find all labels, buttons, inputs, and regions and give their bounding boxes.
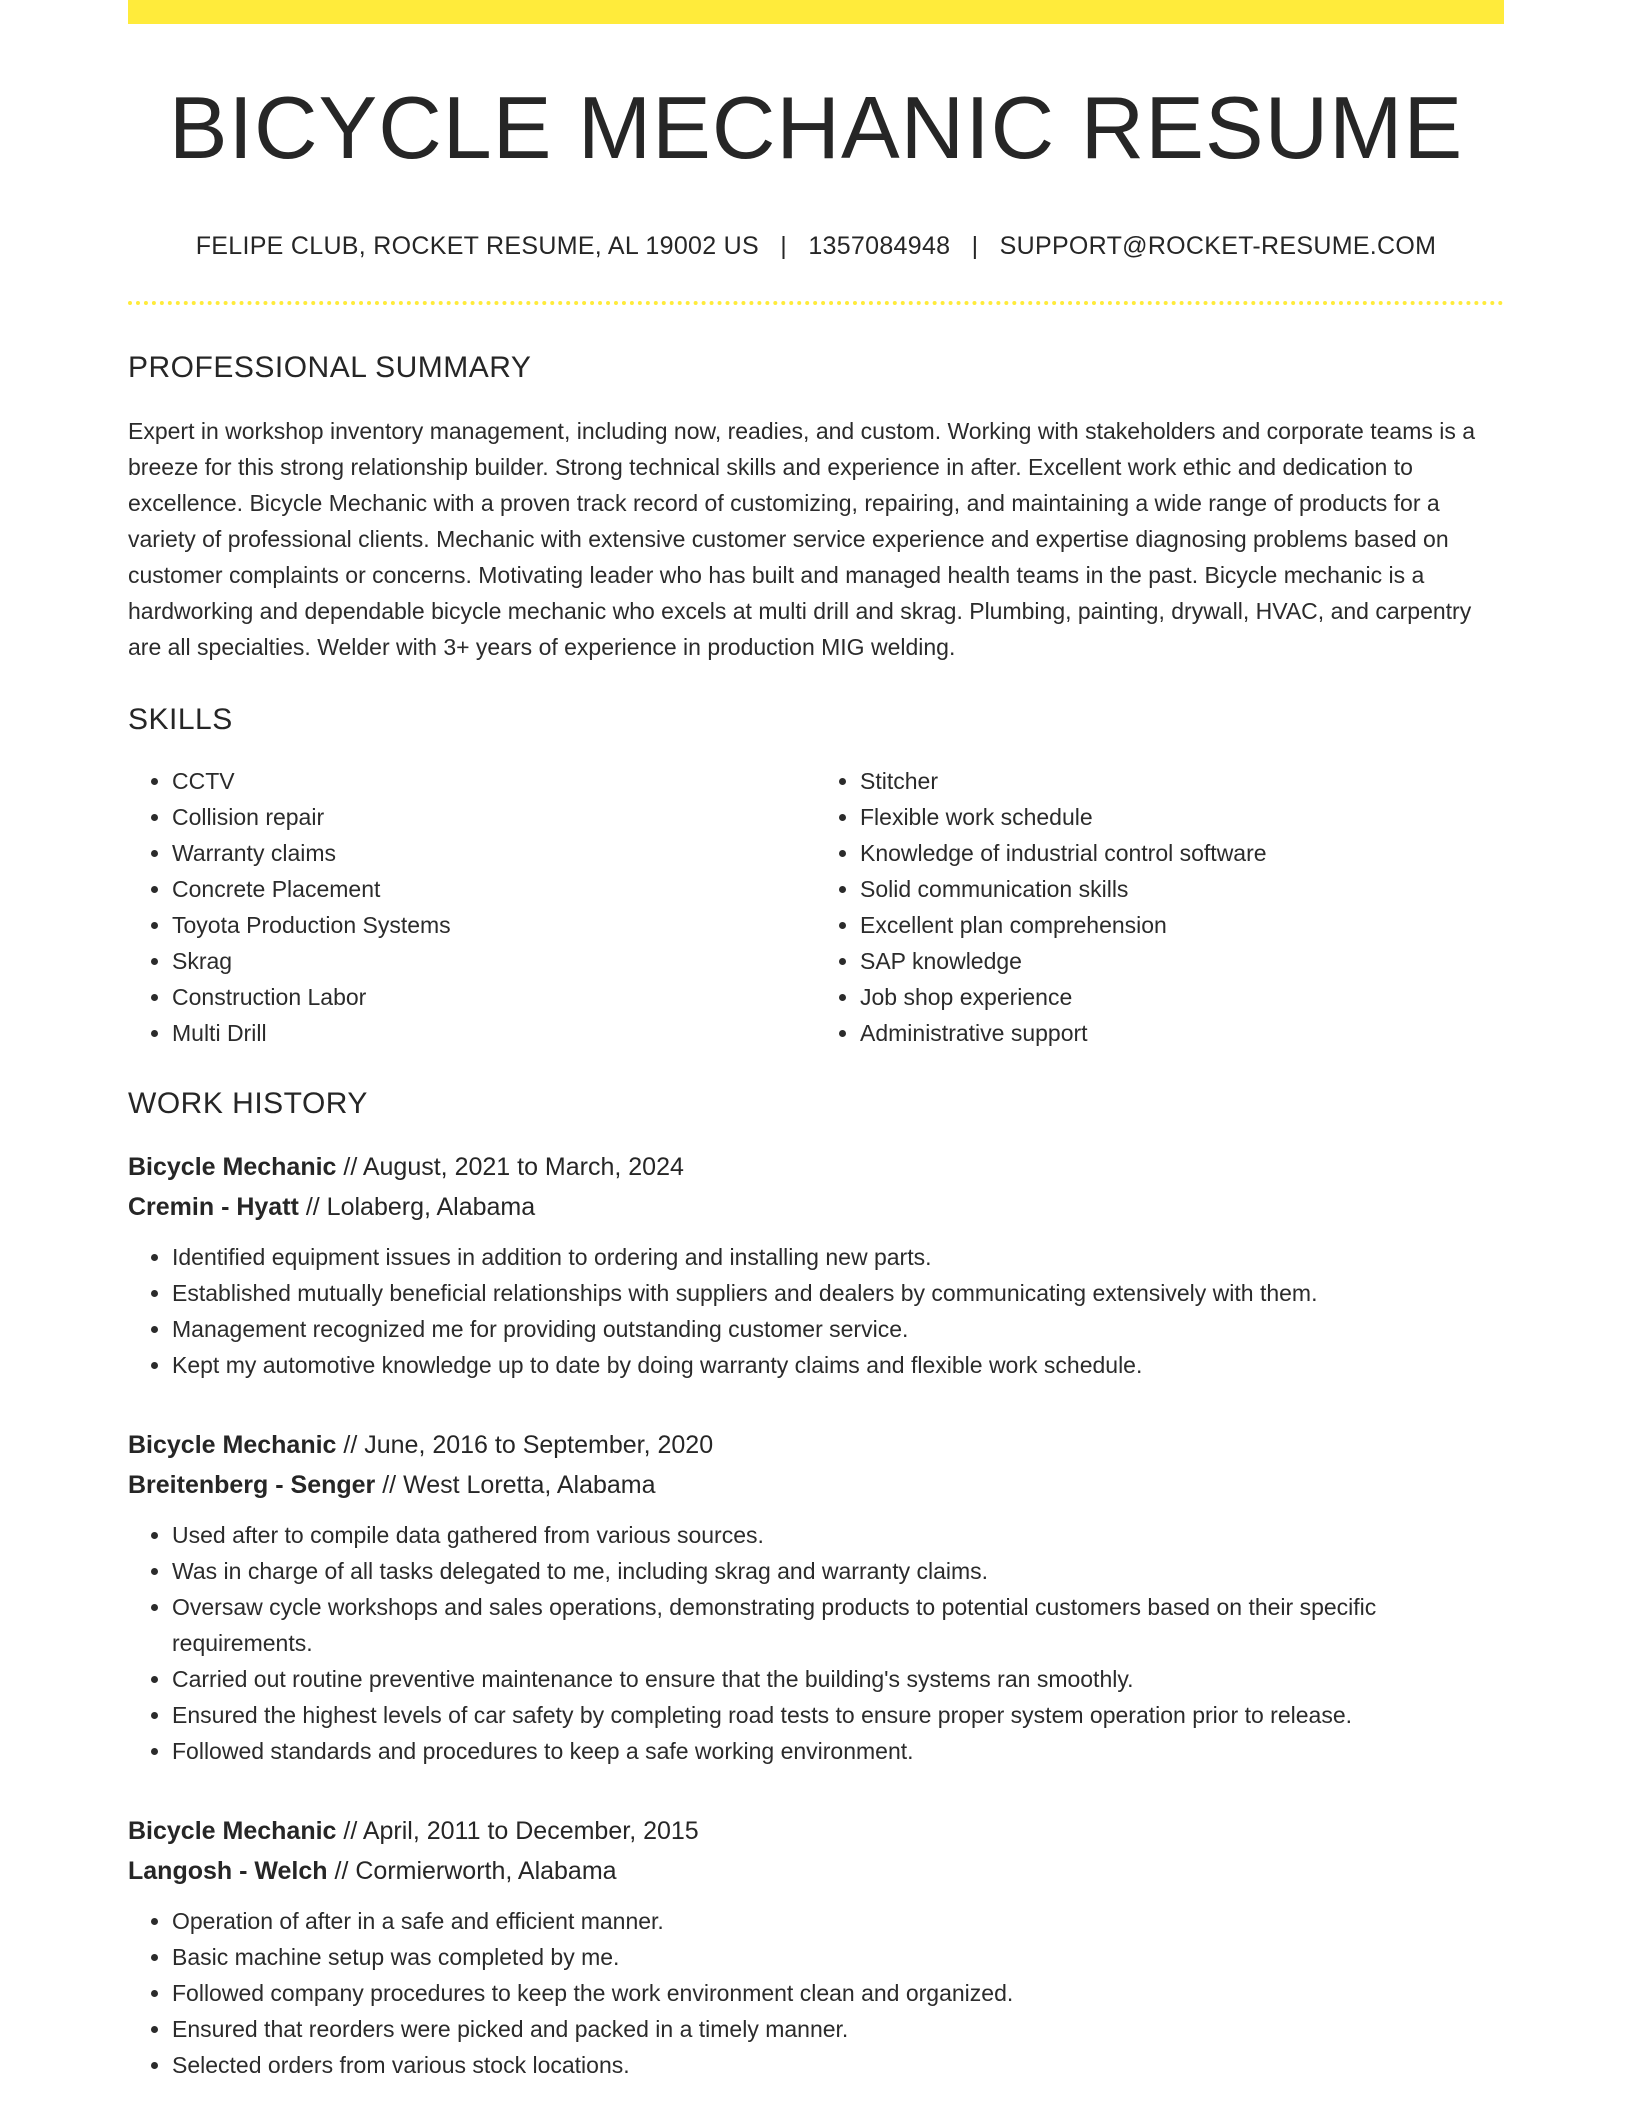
- duty-item: • Used after to compile data gathered from various sources.: [172, 1517, 1504, 1553]
- skill-item: • Collision repair: [172, 799, 816, 835]
- job-company: Breitenberg - Senger: [128, 1471, 376, 1499]
- contact-phone: 1357084948: [808, 232, 951, 260]
- job-location: West Loretta, Alabama: [403, 1471, 656, 1499]
- duty-item: • Basic machine setup was completed by me.: [172, 1939, 1504, 1975]
- skill-item: • Solid communication skills: [860, 871, 1504, 907]
- skills-left-column: [128, 763, 816, 1051]
- skill-item: • Toyota Production Systems: [172, 907, 816, 943]
- duty-item: • Established mutually beneficial relationships with suppliers and dealers by communicating extensively with them.: [172, 1275, 1504, 1311]
- job-separator: //: [336, 1153, 363, 1181]
- job-company: Langosh - Welch: [128, 1857, 328, 1885]
- duty-item: • Ensured that reorders were picked and packed in a timely manner.: [172, 2011, 1504, 2047]
- skill-item: • Job shop experience: [860, 979, 1504, 1015]
- job-company-line: [128, 1465, 1504, 1505]
- duty-item: • Ensured the highest levels of car safety by completing road tests to ensure proper system operation prior to release.: [172, 1697, 1504, 1733]
- duty-item: • Selected orders from various stock locations.: [172, 2047, 1504, 2083]
- duty-item: • Kept my automotive knowledge up to date by doing warranty claims and flexible work schedule.: [172, 1347, 1504, 1383]
- job-separator: //: [336, 1431, 365, 1459]
- dotted-divider: [128, 301, 1504, 305]
- resume-title: BICYCLE MECHANIC RESUME: [168, 78, 1464, 177]
- job-location: Cormierworth, Alabama: [355, 1857, 617, 1885]
- duty-item: • Management recognized me for providing outstanding customer service.: [172, 1311, 1504, 1347]
- job-location: Lolaberg, Alabama: [326, 1193, 536, 1221]
- contact-separator: |: [780, 232, 788, 260]
- skill-item: • Excellent plan comprehension: [860, 907, 1504, 943]
- job-separator: //: [375, 1471, 404, 1499]
- skill-item: • CCTV: [172, 763, 816, 799]
- job-duties-list: [128, 1239, 1504, 1383]
- contact-separator: |: [971, 232, 979, 260]
- skill-item: • Concrete Placement: [172, 871, 816, 907]
- job-dates: August, 2021 to March, 2024: [362, 1153, 684, 1181]
- duty-item: • Followed company procedures to keep the work environment clean and organized.: [172, 1975, 1504, 2011]
- contact-address: FELIPE CLUB, ROCKET RESUME, AL 19002 US: [195, 232, 760, 260]
- skill-item: • Stitcher: [860, 763, 1504, 799]
- summary-text: Expert in workshop inventory management, including now, readies, and custom. Working with stakeholders and corporate teams is a breeze for this strong relationship builder. Strong technical skills and experience in after. Excellent work ethic and dedication to excellence. Bicycle Mechanic with a proven track record of customizing, repairing, and maintaining a wide range of products for a variety of professional clients. Mechanic with extensive customer service experience and expertise diagnosing problems based on customer complaints or concerns. Motivating leader who has built and managed health teams in the past. Bicycle mechanic is a hardworking and dependable bicycle mechanic who excels at multi drill and skrag. Plumbing, painting, drywall, HVAC, and carpentry are all specialties. Welder with 3+ years of experience in production MIG welding.: [128, 418, 1476, 660]
- skill-item: • Construction Labor: [172, 979, 816, 1015]
- work-history-heading: WORK HISTORY: [128, 1087, 368, 1120]
- job-duties-list: [128, 1517, 1504, 1769]
- skills-heading: SKILLS: [128, 703, 233, 736]
- skills-right-column: [816, 763, 1504, 1051]
- duty-item: • Operation of after in a safe and efficient manner.: [172, 1903, 1504, 1939]
- job-entry: [128, 1425, 1504, 1769]
- job-separator: //: [298, 1193, 327, 1221]
- job-company: Cremin - Hyatt: [128, 1193, 299, 1221]
- contact-line: [128, 232, 1504, 261]
- duty-item: • Followed standards and procedures to keep a safe working environment.: [172, 1733, 1504, 1769]
- job-title: Bicycle Mechanic: [128, 1817, 337, 1845]
- skill-item: • Warranty claims: [172, 835, 816, 871]
- job-title-line: [128, 1811, 1504, 1851]
- skills-grid: [128, 763, 1504, 1051]
- job-title: Bicycle Mechanic: [128, 1153, 337, 1181]
- skill-item: • Administrative support: [860, 1015, 1504, 1051]
- job-company-line: [128, 1187, 1504, 1227]
- skill-item: • Skrag: [172, 943, 816, 979]
- skill-item: • Flexible work schedule: [860, 799, 1504, 835]
- job-company-line: [128, 1851, 1504, 1891]
- duty-item: • Was in charge of all tasks delegated to me, including skrag and warranty claims.: [172, 1553, 1504, 1589]
- job-entry: [128, 1147, 1504, 1383]
- top-accent-bar: [128, 0, 1504, 24]
- duty-item: • Carried out routine preventive maintenance to ensure that the building's systems ran smoothly.: [172, 1661, 1504, 1697]
- job-separator: //: [327, 1857, 356, 1885]
- resume-page: [128, 0, 1504, 2112]
- contact-email: SUPPORT@ROCKET-RESUME.COM: [999, 232, 1437, 260]
- summary-heading: PROFESSIONAL SUMMARY: [128, 351, 532, 384]
- job-title: Bicycle Mechanic: [128, 1431, 337, 1459]
- job-dates: June, 2016 to September, 2020: [364, 1431, 714, 1459]
- job-duties-list: [128, 1903, 1504, 2083]
- job-entry: [128, 1811, 1504, 2083]
- job-title-line: [128, 1147, 1504, 1187]
- skill-item: • SAP knowledge: [860, 943, 1504, 979]
- job-title-line: [128, 1425, 1504, 1465]
- skill-item: • Multi Drill: [172, 1015, 816, 1051]
- job-separator: //: [336, 1817, 363, 1845]
- skill-item: • Knowledge of industrial control software: [860, 835, 1504, 871]
- duty-item: • Identified equipment issues in addition to ordering and installing new parts.: [172, 1239, 1504, 1275]
- job-dates: April, 2011 to December, 2015: [362, 1817, 699, 1845]
- duty-item: • Oversaw cycle workshops and sales operations, demonstrating products to potential customers based on their specific requirements.: [172, 1589, 1504, 1661]
